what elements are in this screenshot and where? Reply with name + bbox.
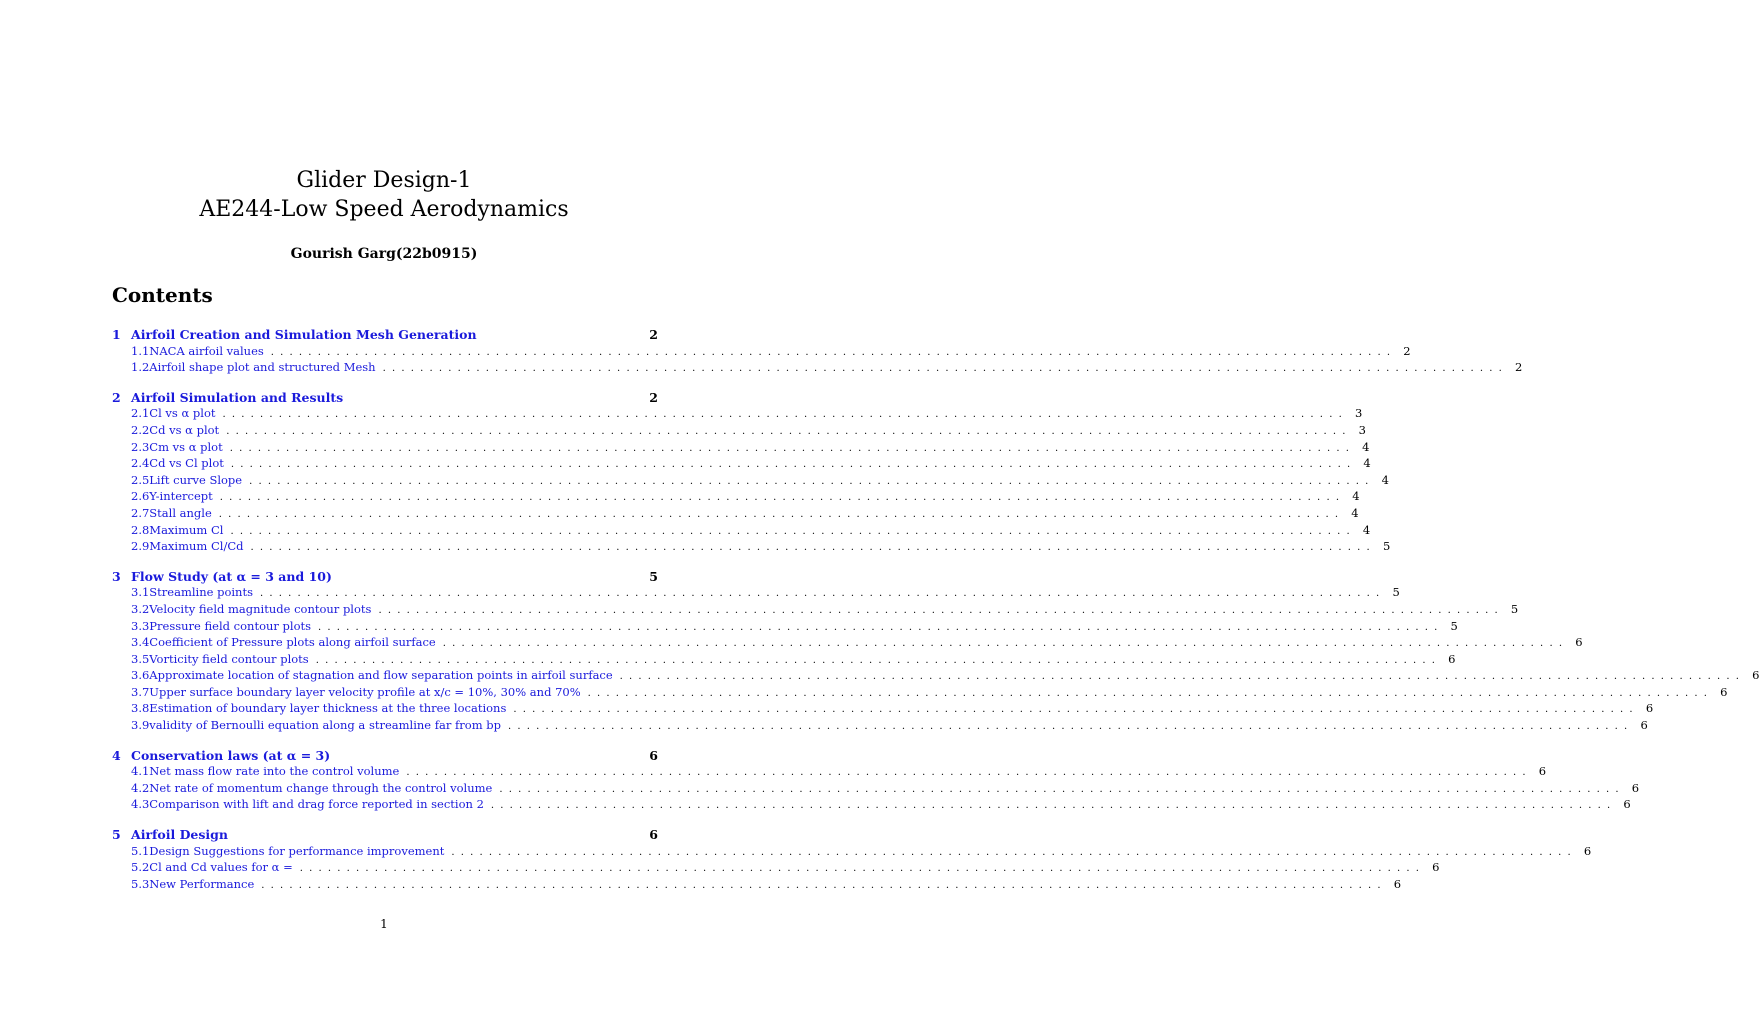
toc-section-link[interactable] <box>112 328 658 343</box>
toc-subsection-link[interactable] <box>112 472 1389 490</box>
section-number: 3 <box>112 568 121 584</box>
subsection-page: 6 <box>1623 797 1631 812</box>
subsection-title: Cd vs α plot <box>149 422 220 437</box>
subsection-title: validity of Bernoulli equation along a streamline far from bp <box>149 718 501 733</box>
dot-leader: ........................................................................................................................ <box>261 879 1387 891</box>
toc-subsection-link[interactable] <box>112 422 1366 440</box>
toc-section-link[interactable] <box>112 570 658 585</box>
subsection-page: 6 <box>1583 843 1592 858</box>
subsection-number: 1.1 <box>131 343 150 358</box>
dot-leader: ........................................................................................................................ <box>230 459 1357 471</box>
dot-leader: ........................................................................................................................ <box>250 542 1376 554</box>
subsection-number: 2.1 <box>131 406 150 421</box>
section-page: 6 <box>649 747 658 763</box>
toc-subsection-link[interactable] <box>112 651 1456 669</box>
subsection-page: 5 <box>1450 618 1458 633</box>
subsection-number: 3.8 <box>131 701 150 716</box>
document-subtitle: AE244-Low Speed Aerodynamics <box>199 197 569 222</box>
dot-leader: ........................................................................................................................ <box>587 687 1714 699</box>
subsection-page: 6 <box>1393 876 1402 891</box>
subsection-title: New Performance <box>149 876 255 891</box>
toc-subsection-link[interactable] <box>112 522 1371 540</box>
section-title: Flow Study (at α = 3 and 10) <box>131 568 332 584</box>
subsection-title: Stall angle <box>149 505 212 520</box>
subsection-page: 6 <box>1575 635 1583 650</box>
dot-leader: ........................................................................................................................ <box>226 425 1352 437</box>
subsection-number: 2.5 <box>131 472 150 487</box>
section-title: Conservation laws (at α = 3) <box>131 747 331 763</box>
subsection-title: Cd vs Cl plot <box>149 456 224 471</box>
subsection-page: 6 <box>1538 764 1547 779</box>
toc-section <box>112 568 1759 735</box>
subsection-number: 1.2 <box>131 360 150 375</box>
subsection-number: 2.7 <box>131 505 150 520</box>
toc-section-link[interactable] <box>112 828 658 843</box>
subsection-page: 2 <box>1515 360 1523 375</box>
section-number: 5 <box>112 827 121 843</box>
contents-heading: Contents <box>112 283 213 307</box>
dot-leader: ........................................................................................................................ <box>270 346 1397 358</box>
toc-subsection-link[interactable] <box>112 406 1363 423</box>
subsection-page: 4 <box>1362 439 1370 454</box>
section-number: 4 <box>112 747 121 763</box>
toc-section-link[interactable] <box>112 749 658 764</box>
section-title: Airfoil Design <box>131 827 229 843</box>
subsection-number: 5.2 <box>131 860 150 875</box>
section-page: 5 <box>649 568 658 584</box>
section-title: Airfoil Simulation and Results <box>131 389 344 405</box>
toc-subsection-link[interactable] <box>112 601 1519 619</box>
dot-leader: ........................................................................................................................ <box>378 604 1504 616</box>
dot-leader: ........................................................................................................................ <box>442 638 1569 650</box>
dot-leader: ........................................................................................................................ <box>249 475 1375 487</box>
dot-leader: ........................................................................................................................ <box>499 783 1625 795</box>
toc-subsection-link[interactable] <box>112 876 1402 894</box>
section-page: 2 <box>649 327 658 342</box>
dot-leader: ........................................................................................................................ <box>619 671 1746 683</box>
subsection-number: 3.7 <box>131 684 150 699</box>
subsection-title: Cl and Cd values for α = <box>149 860 293 875</box>
subsection-title: Y-intercept <box>149 489 213 504</box>
toc-section <box>112 827 1592 893</box>
subsection-title: Airfoil shape plot and structured Mesh <box>149 360 376 375</box>
toc-subsection-link[interactable] <box>112 668 1759 685</box>
toc-subsection-link[interactable] <box>112 456 1371 473</box>
subsection-page: 6 <box>1448 651 1456 666</box>
subsection-page: 2 <box>1403 343 1411 358</box>
subsection-number: 4.3 <box>131 797 150 812</box>
subsection-number: 4.1 <box>131 764 150 779</box>
title-block <box>0 166 768 262</box>
subsection-page: 4 <box>1352 489 1360 504</box>
subsection-number: 3.2 <box>131 601 150 616</box>
subsection-number: 5.1 <box>131 843 150 858</box>
dot-leader: ........................................................................................................................ <box>218 508 1345 520</box>
subsection-page: 5 <box>1392 585 1400 600</box>
toc-subsection-link[interactable] <box>112 860 1440 877</box>
toc-subsection-link[interactable] <box>112 489 1360 506</box>
subsection-title: Streamline points <box>149 585 253 600</box>
subsection-number: 3.1 <box>131 585 150 600</box>
table-of-contents <box>112 327 1759 907</box>
subsection-page: 4 <box>1363 456 1371 471</box>
toc-subsection-link[interactable] <box>112 797 1631 814</box>
subsection-page: 3 <box>1358 422 1366 437</box>
section-number: 1 <box>112 327 121 342</box>
dot-leader: ........................................................................................................................ <box>490 800 1617 812</box>
subsection-number: 5.3 <box>131 876 150 891</box>
subsection-page: 5 <box>1382 539 1391 554</box>
subsection-page: 5 <box>1510 601 1519 616</box>
subsection-title: Cm vs α plot <box>149 439 223 454</box>
subsection-page: 6 <box>1645 701 1654 716</box>
subsection-title: Comparison with lift and drag force reported in section 2 <box>149 797 484 812</box>
subsection-page: 4 <box>1362 522 1371 537</box>
subsection-number: 2.2 <box>131 422 150 437</box>
subsection-title: Cl vs α plot <box>149 406 216 421</box>
subsection-title: Pressure field contour plots <box>149 618 312 633</box>
dot-leader: ........................................................................................................................ <box>507 721 1634 733</box>
toc-section <box>112 389 1391 556</box>
page-number: 1 <box>380 917 388 931</box>
toc-subsection-link[interactable] <box>112 764 1547 781</box>
toc-subsection-link[interactable] <box>112 635 1583 652</box>
subsection-number: 2.8 <box>131 522 150 537</box>
dot-leader: ........................................................................................................................ <box>299 863 1426 875</box>
toc-subsection-link[interactable] <box>112 343 1411 361</box>
toc-subsection-link[interactable] <box>112 684 1728 702</box>
toc-subsection-link[interactable] <box>112 585 1400 602</box>
subsection-page: 3 <box>1354 406 1363 421</box>
subsection-title: Vorticity field contour plots <box>149 651 309 666</box>
subsection-title: Estimation of boundary layer thickness at the three locations <box>149 701 507 716</box>
dot-leader: ........................................................................................................................ <box>451 846 1577 858</box>
subsection-number: 2.6 <box>131 489 150 504</box>
dot-leader: ........................................................................................................................ <box>315 654 1442 666</box>
dot-leader: ........................................................................................................................ <box>230 525 1356 537</box>
section-title: Airfoil Creation and Simulation Mesh Generation <box>131 327 477 342</box>
subsection-page: 6 <box>1631 780 1640 795</box>
dot-leader: ........................................................................................................................ <box>318 621 1444 633</box>
dot-leader: ........................................................................................................................ <box>406 767 1532 779</box>
subsection-page: 6 <box>1432 860 1440 875</box>
dot-leader: ........................................................................................................................ <box>259 588 1386 600</box>
toc-subsection-link[interactable] <box>112 618 1458 636</box>
subsection-number: 3.3 <box>131 618 150 633</box>
toc-subsection-link[interactable] <box>112 439 1370 457</box>
toc-section-link[interactable] <box>112 391 658 406</box>
subsection-title: Velocity field magnitude contour plots <box>149 601 372 616</box>
subsection-page: 6 <box>1640 718 1648 733</box>
subsection-number: 2.4 <box>131 456 150 471</box>
subsection-number: 4.2 <box>131 780 150 795</box>
subsection-title: Design Suggestions for performance improvement <box>149 843 445 858</box>
subsection-page: 4 <box>1351 505 1359 520</box>
subsection-title: Net mass flow rate into the control volume <box>149 764 400 779</box>
toc-subsection-link[interactable] <box>112 718 1648 735</box>
subsection-page: 4 <box>1381 472 1389 487</box>
dot-leader: ........................................................................................................................ <box>222 409 1348 421</box>
toc-section <box>112 747 1640 814</box>
toc-subsection-link[interactable] <box>112 539 1391 556</box>
section-page: 6 <box>649 827 658 843</box>
subsection-number: 3.6 <box>131 668 150 683</box>
subsection-title: Coefficient of Pressure plots along airfoil surface <box>149 635 436 650</box>
subsection-page: 6 <box>1752 668 1759 683</box>
toc-subsection-link[interactable] <box>112 505 1359 523</box>
section-page: 2 <box>649 389 658 405</box>
dot-leader: ........................................................................................................................ <box>513 704 1639 716</box>
toc-subsection-link[interactable] <box>112 843 1592 861</box>
subsection-number: 3.4 <box>131 635 150 650</box>
subsection-title: Maximum Cl/Cd <box>149 539 244 554</box>
section-number: 2 <box>112 389 121 405</box>
subsection-number: 2.3 <box>131 439 150 454</box>
subsection-title: Maximum Cl <box>149 522 224 537</box>
dot-leader: ........................................................................................................................ <box>229 442 1356 454</box>
toc-section <box>112 327 1523 377</box>
document-title: Glider Design-1 <box>296 168 472 193</box>
subsection-number: 3.5 <box>131 651 150 666</box>
toc-subsection-link[interactable] <box>112 780 1640 798</box>
toc-subsection-link[interactable] <box>112 701 1654 718</box>
subsection-title: Upper surface boundary layer velocity profile at x/c = 10%, 30% and 70% <box>149 684 581 699</box>
subsection-page: 6 <box>1720 684 1728 699</box>
subsection-number: 3.9 <box>131 718 150 733</box>
dot-leader: ........................................................................................................................ <box>382 363 1509 375</box>
subsection-title: NACA airfoil values <box>149 343 264 358</box>
subsection-title: Lift curve Slope <box>149 472 243 487</box>
subsection-title: Approximate location of stagnation and flow separation points in airfoil surface <box>149 668 613 683</box>
dot-leader: ........................................................................................................................ <box>219 492 1346 504</box>
subsection-number: 2.9 <box>131 539 150 554</box>
author: Gourish Garg(22b0915) <box>290 246 478 262</box>
toc-subsection-link[interactable] <box>112 360 1523 377</box>
subsection-title: Net rate of momentum change through the control volume <box>149 780 493 795</box>
